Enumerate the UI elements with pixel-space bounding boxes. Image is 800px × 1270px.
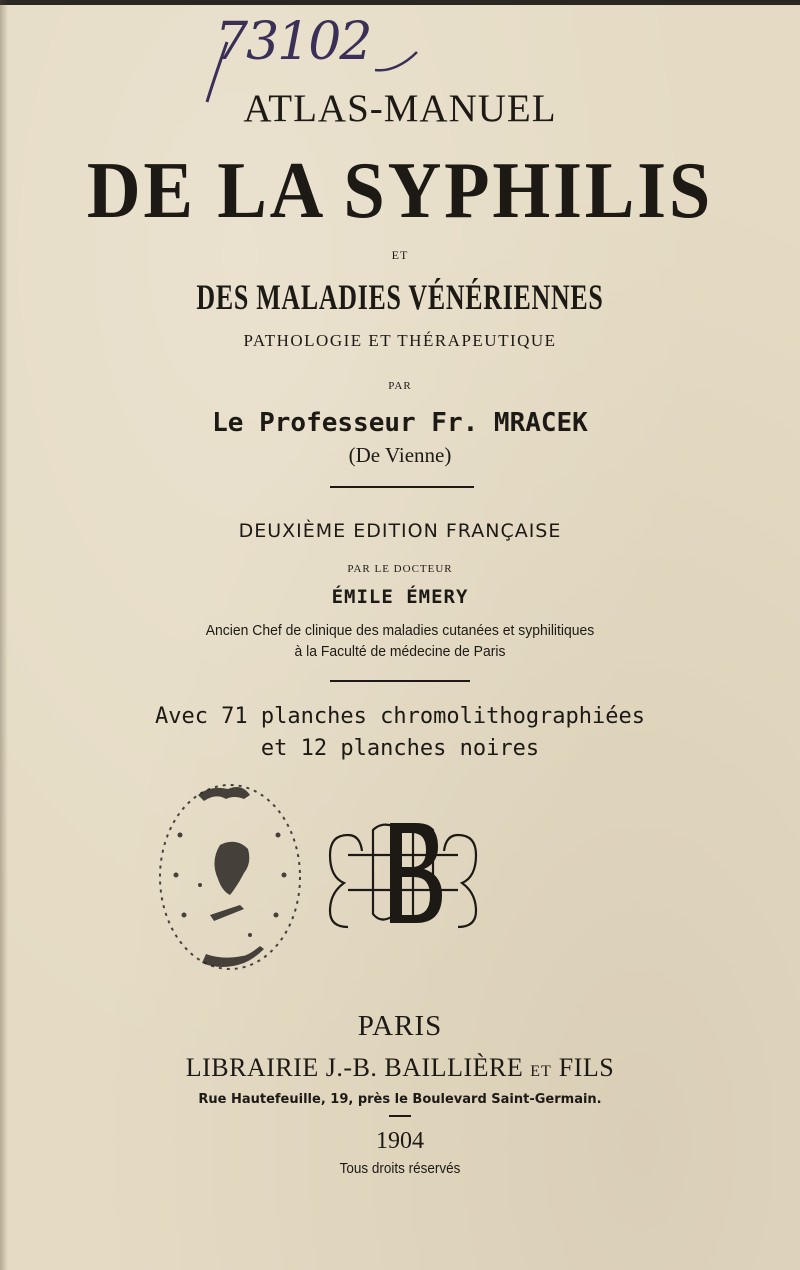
divider-rule (389, 1115, 411, 1117)
translator-role-line-1: Ancien Chef de clinique des maladies cutanées et syphilitiques (205, 622, 595, 639)
title-line-3: DES MALADIES VÉNÉRIENNES (196, 277, 604, 317)
publisher-name-line (0, 1053, 800, 1083)
publisher-fils: FILS (558, 1053, 615, 1082)
title-line-1: ATLAS-MANUEL (243, 87, 557, 130)
rights-notice: Tous droits réservés (339, 1160, 461, 1177)
shelfmark-text: 73102 (215, 12, 371, 72)
title-main: DE LA SYPHILIS (86, 147, 714, 235)
divider-rule (330, 486, 474, 488)
plates-line-1: Avec 71 planches chromolithographiées (154, 704, 646, 729)
plates-line-2: et 12 planches noires (260, 736, 540, 761)
publication-year: 1904 (376, 1128, 424, 1154)
author-place: (De Vienne) (348, 443, 452, 467)
publisher-address: Rue Hautefeuille, 19, près le Boulevard Saint-Germain. (198, 1092, 602, 1107)
subtitle: PATHOLOGIE ET THÉRAPEUTIQUE (243, 331, 557, 350)
publisher-name: LIBRAIRIE J.-B. BAILLIÈRE (185, 1053, 524, 1082)
translator-intro: PAR LE DOCTEUR (347, 563, 453, 575)
by-label: PAR (388, 380, 412, 392)
divider-rule (330, 680, 470, 682)
translator-role-line-2: à la Faculté de médecine de Paris (294, 643, 506, 660)
title-conjunction: ET (391, 248, 409, 262)
translator-name: ÉMILE ÉMERY (331, 586, 469, 608)
library-stamp-icon (150, 775, 310, 980)
publisher-monogram-icon (318, 815, 488, 930)
author-name: Le Professeur Fr. MRACEK (212, 408, 588, 438)
publisher-et: ET (530, 1063, 552, 1080)
publisher-city: PARIS (357, 1010, 443, 1042)
edition-label: DEUXIÈME EDITION FRANÇAISE (238, 520, 562, 542)
top-border (0, 0, 800, 5)
